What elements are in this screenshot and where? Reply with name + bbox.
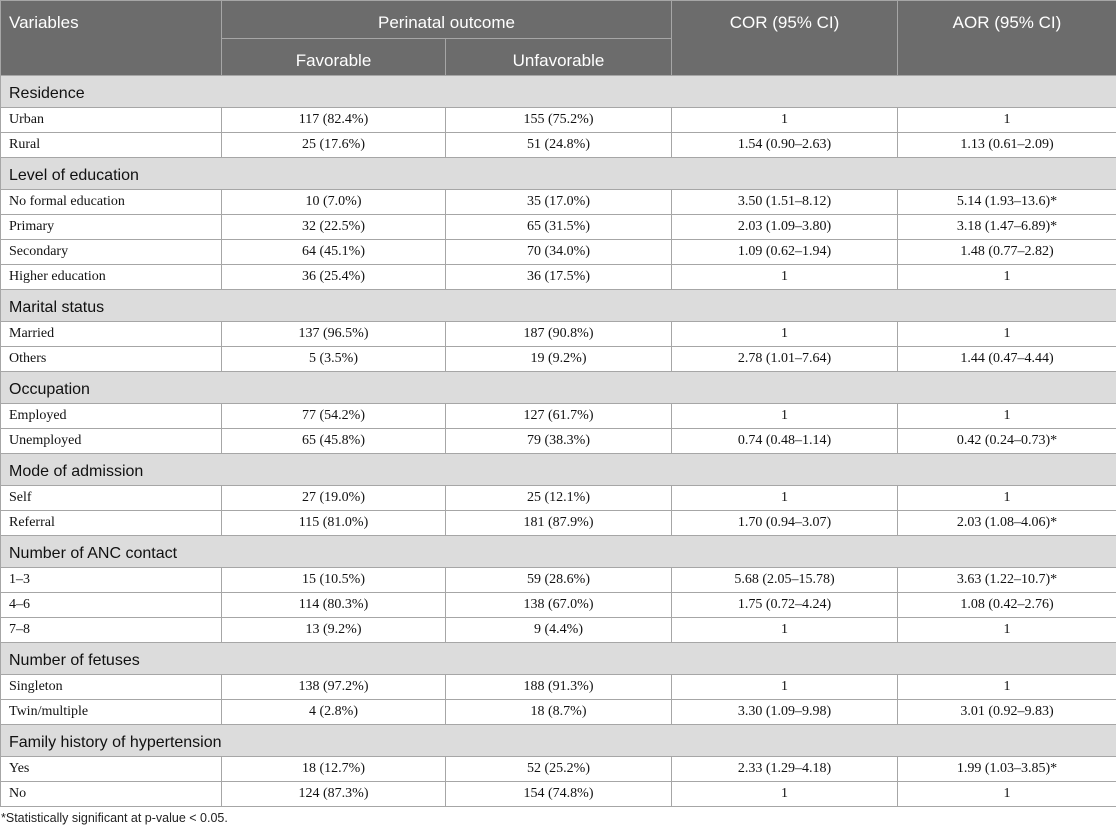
header-perinatal-outcome: Perinatal outcome	[222, 1, 672, 39]
aor-cell: 1	[898, 618, 1116, 643]
table-row	[1, 322, 1116, 347]
cor-cell: 3.50 (1.51–8.12)	[672, 190, 898, 215]
header-favorable: Favorable	[222, 39, 446, 76]
table-row	[1, 429, 1116, 454]
cor-cell: 1	[672, 322, 898, 347]
variable-cell: Married	[1, 322, 222, 347]
variable-cell: Urban	[1, 108, 222, 133]
favorable-cell: 138 (97.2%)	[222, 675, 446, 700]
unfavorable-cell: 35 (17.0%)	[446, 190, 672, 215]
cor-cell: 1.75 (0.72–4.24)	[672, 593, 898, 618]
table-row	[1, 757, 1116, 782]
category-row	[1, 158, 1116, 190]
table-row	[1, 265, 1116, 290]
cor-cell: 1	[672, 486, 898, 511]
cor-cell: 2.03 (1.09–3.80)	[672, 215, 898, 240]
cor-cell: 0.74 (0.48–1.14)	[672, 429, 898, 454]
table-row	[1, 347, 1116, 372]
category-title: Marital status	[1, 290, 1116, 322]
favorable-cell: 10 (7.0%)	[222, 190, 446, 215]
variable-cell: Unemployed	[1, 429, 222, 454]
unfavorable-cell: 51 (24.8%)	[446, 133, 672, 158]
aor-cell: 1.48 (0.77–2.82)	[898, 240, 1116, 265]
aor-cell: 1.44 (0.47–4.44)	[898, 347, 1116, 372]
category-row	[1, 76, 1116, 108]
table-row	[1, 568, 1116, 593]
favorable-cell: 13 (9.2%)	[222, 618, 446, 643]
aor-cell: 2.03 (1.08–4.06)*	[898, 511, 1116, 536]
aor-cell: 5.14 (1.93–13.6)*	[898, 190, 1116, 215]
variable-cell: Employed	[1, 404, 222, 429]
favorable-cell: 77 (54.2%)	[222, 404, 446, 429]
footnote-text: *Statistically significant at p-value < 0.05.	[1, 811, 228, 825]
aor-cell: 1.08 (0.42–2.76)	[898, 593, 1116, 618]
table-row	[1, 486, 1116, 511]
favorable-cell: 137 (96.5%)	[222, 322, 446, 347]
category-title: Mode of admission	[1, 454, 1116, 486]
unfavorable-cell: 70 (34.0%)	[446, 240, 672, 265]
aor-cell: 1	[898, 404, 1116, 429]
table-row	[1, 240, 1116, 265]
variable-cell: Singleton	[1, 675, 222, 700]
variable-cell: Higher education	[1, 265, 222, 290]
unfavorable-cell: 59 (28.6%)	[446, 568, 672, 593]
unfavorable-cell: 19 (9.2%)	[446, 347, 672, 372]
table-row	[1, 593, 1116, 618]
favorable-cell: 65 (45.8%)	[222, 429, 446, 454]
unfavorable-cell: 79 (38.3%)	[446, 429, 672, 454]
unfavorable-cell: 188 (91.3%)	[446, 675, 672, 700]
unfavorable-cell: 127 (61.7%)	[446, 404, 672, 429]
category-title: Residence	[1, 76, 1116, 108]
variable-cell: No formal education	[1, 190, 222, 215]
favorable-cell: 36 (25.4%)	[222, 265, 446, 290]
unfavorable-cell: 154 (74.8%)	[446, 782, 672, 807]
table-row	[1, 404, 1116, 429]
unfavorable-cell: 36 (17.5%)	[446, 265, 672, 290]
cor-cell: 2.78 (1.01–7.64)	[672, 347, 898, 372]
variable-cell: 1–3	[1, 568, 222, 593]
cor-cell: 1	[672, 108, 898, 133]
table-row	[1, 782, 1116, 807]
variable-cell: Self	[1, 486, 222, 511]
favorable-cell: 114 (80.3%)	[222, 593, 446, 618]
table-row	[1, 511, 1116, 536]
header-cor: COR (95% CI)	[672, 1, 898, 76]
category-row	[1, 290, 1116, 322]
category-row	[1, 643, 1116, 675]
category-title: Number of ANC contact	[1, 536, 1116, 568]
category-title: Family history of hypertension	[1, 725, 1116, 757]
cor-cell: 2.33 (1.29–4.18)	[672, 757, 898, 782]
aor-cell: 1	[898, 675, 1116, 700]
unfavorable-cell: 9 (4.4%)	[446, 618, 672, 643]
variable-cell: Primary	[1, 215, 222, 240]
aor-cell: 1.13 (0.61–2.09)	[898, 133, 1116, 158]
favorable-cell: 32 (22.5%)	[222, 215, 446, 240]
table-header	[1, 1, 1116, 76]
cor-cell: 5.68 (2.05–15.78)	[672, 568, 898, 593]
category-title: Occupation	[1, 372, 1116, 404]
variable-cell: 7–8	[1, 618, 222, 643]
aor-cell: 1.99 (1.03–3.85)*	[898, 757, 1116, 782]
unfavorable-cell: 155 (75.2%)	[446, 108, 672, 133]
favorable-cell: 25 (17.6%)	[222, 133, 446, 158]
category-row	[1, 725, 1116, 757]
variable-cell: Yes	[1, 757, 222, 782]
cor-cell: 1.09 (0.62–1.94)	[672, 240, 898, 265]
cor-cell: 1	[672, 618, 898, 643]
table-body	[1, 76, 1116, 807]
aor-cell: 1	[898, 486, 1116, 511]
aor-cell: 0.42 (0.24–0.73)*	[898, 429, 1116, 454]
unfavorable-cell: 18 (8.7%)	[446, 700, 672, 725]
cor-cell: 1.54 (0.90–2.63)	[672, 133, 898, 158]
cor-cell: 1.70 (0.94–3.07)	[672, 511, 898, 536]
favorable-cell: 27 (19.0%)	[222, 486, 446, 511]
header-variables: Variables	[1, 1, 222, 76]
unfavorable-cell: 138 (67.0%)	[446, 593, 672, 618]
variable-cell: Others	[1, 347, 222, 372]
aor-cell: 3.18 (1.47–6.89)*	[898, 215, 1116, 240]
aor-cell: 3.63 (1.22–10.7)*	[898, 568, 1116, 593]
cor-cell: 3.30 (1.09–9.98)	[672, 700, 898, 725]
unfavorable-cell: 52 (25.2%)	[446, 757, 672, 782]
table-row	[1, 215, 1116, 240]
header-unfavorable: Unfavorable	[446, 39, 672, 76]
category-title: Level of education	[1, 158, 1116, 190]
variable-cell: 4–6	[1, 593, 222, 618]
table-row	[1, 108, 1116, 133]
category-row	[1, 372, 1116, 404]
favorable-cell: 15 (10.5%)	[222, 568, 446, 593]
footnote	[1, 811, 228, 825]
favorable-cell: 115 (81.0%)	[222, 511, 446, 536]
cor-cell: 1	[672, 265, 898, 290]
favorable-cell: 18 (12.7%)	[222, 757, 446, 782]
table-row	[1, 700, 1116, 725]
favorable-cell: 4 (2.8%)	[222, 700, 446, 725]
table-row	[1, 190, 1116, 215]
table-row	[1, 133, 1116, 158]
category-title: Number of fetuses	[1, 643, 1116, 675]
variable-cell: Twin/multiple	[1, 700, 222, 725]
table-row	[1, 675, 1116, 700]
cor-cell: 1	[672, 782, 898, 807]
variable-cell: No	[1, 782, 222, 807]
aor-cell: 3.01 (0.92–9.83)	[898, 700, 1116, 725]
aor-cell: 1	[898, 782, 1116, 807]
variable-cell: Secondary	[1, 240, 222, 265]
category-row	[1, 536, 1116, 568]
favorable-cell: 124 (87.3%)	[222, 782, 446, 807]
aor-cell: 1	[898, 265, 1116, 290]
unfavorable-cell: 65 (31.5%)	[446, 215, 672, 240]
aor-cell: 1	[898, 322, 1116, 347]
favorable-cell: 64 (45.1%)	[222, 240, 446, 265]
category-row	[1, 454, 1116, 486]
cor-cell: 1	[672, 675, 898, 700]
unfavorable-cell: 187 (90.8%)	[446, 322, 672, 347]
cor-cell: 1	[672, 404, 898, 429]
unfavorable-cell: 25 (12.1%)	[446, 486, 672, 511]
variable-cell: Rural	[1, 133, 222, 158]
aor-cell: 1	[898, 108, 1116, 133]
table-row	[1, 618, 1116, 643]
favorable-cell: 5 (3.5%)	[222, 347, 446, 372]
favorable-cell: 117 (82.4%)	[222, 108, 446, 133]
variable-cell: Referral	[1, 511, 222, 536]
header-aor: AOR (95% CI)	[898, 1, 1116, 76]
unfavorable-cell: 181 (87.9%)	[446, 511, 672, 536]
